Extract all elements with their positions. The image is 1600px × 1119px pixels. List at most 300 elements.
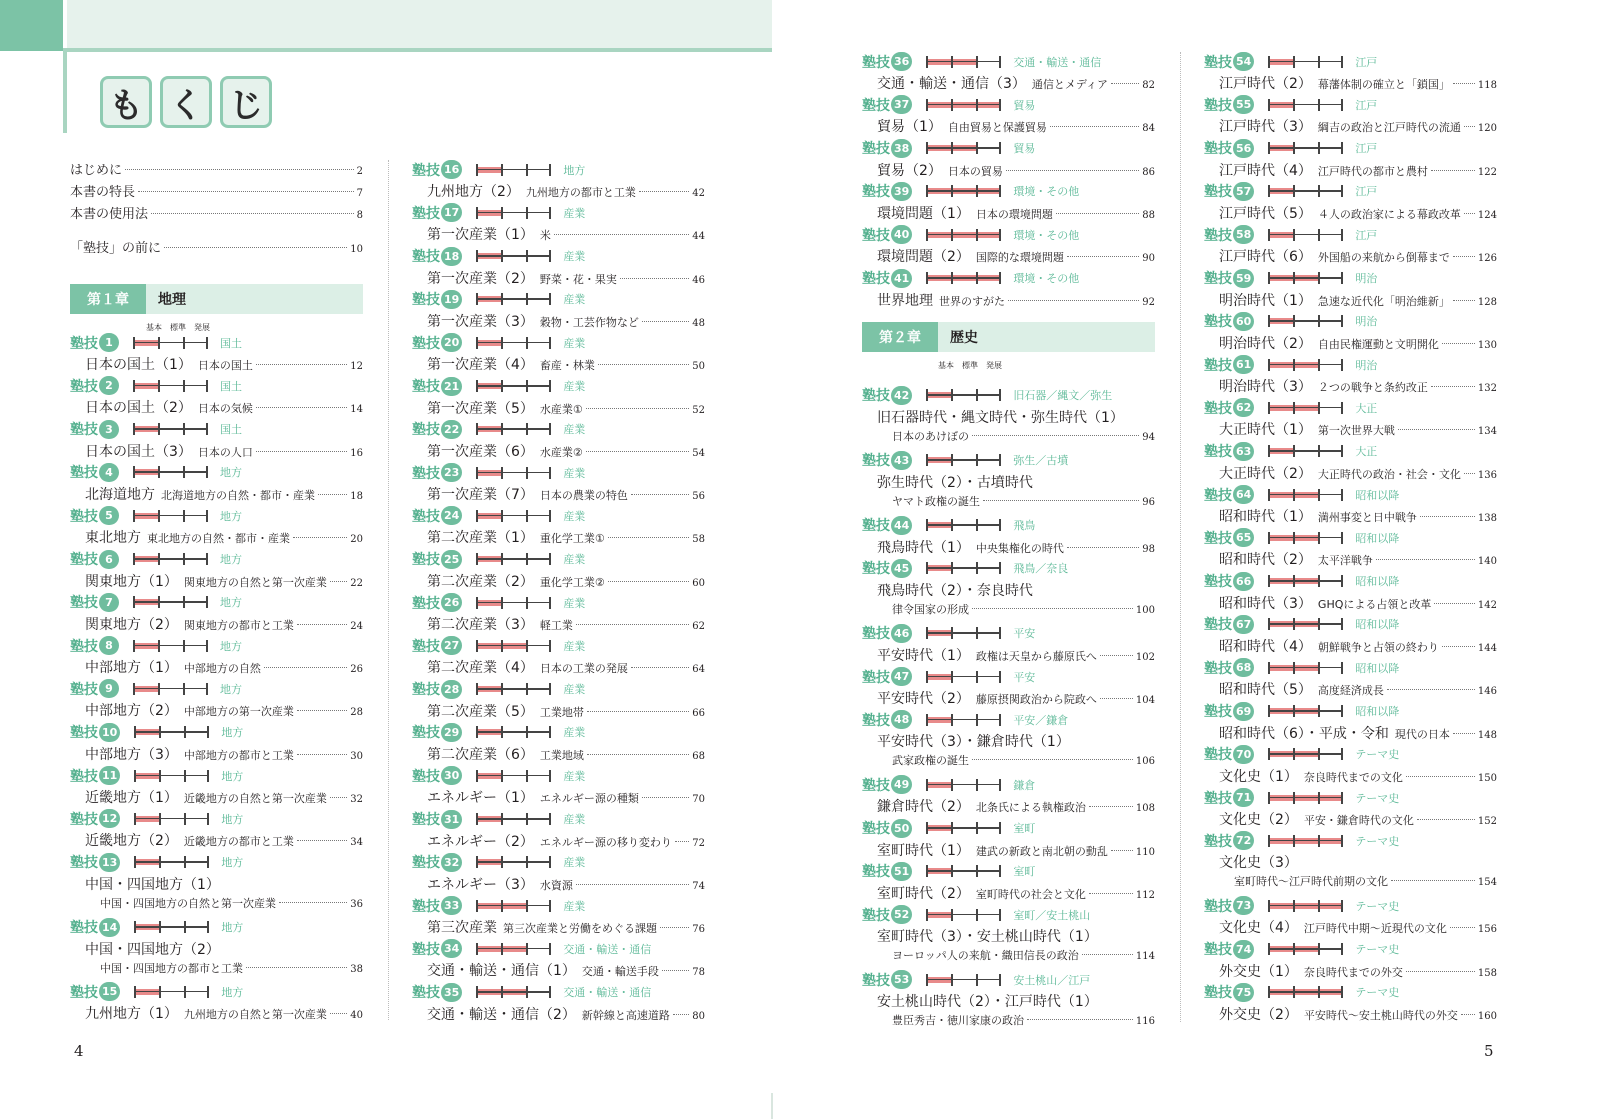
toc-entry[interactable] <box>1204 701 1497 744</box>
difficulty-meter <box>476 813 551 825</box>
field-tag: 産業 <box>563 423 586 437</box>
toc-entry[interactable] <box>412 289 705 332</box>
entry-subtitle: 平安時代〜安土桃山時代の外交 <box>1303 1008 1458 1022</box>
entry-subtitle: 軽工業 <box>539 619 573 632</box>
difficulty-meter <box>1268 575 1343 587</box>
field-tag: 産業 <box>563 856 586 870</box>
entry-title: 明治時代（3） <box>1219 379 1312 396</box>
toc-entry[interactable] <box>1204 94 1497 137</box>
toc-entry[interactable] <box>412 376 705 419</box>
entry-number-badge: 26 <box>441 593 462 612</box>
entry-number-badge: 39 <box>891 182 912 201</box>
entry-subtitle: ヨーロッパ人の来航・織田信長の政治 <box>892 949 1079 963</box>
toc-entry[interactable] <box>1204 311 1497 354</box>
intro-item[interactable] <box>70 160 363 182</box>
toc-entry[interactable] <box>862 861 1155 904</box>
toc-entry[interactable] <box>1204 354 1497 397</box>
entry-title: 飛鳥時代（2）・奈良時代 <box>877 582 1033 599</box>
jukugi-label: 塾技 <box>862 141 890 158</box>
entry-page: 14 <box>350 404 363 416</box>
entry-subtitle: 建武の新政と南北朝の動乱 <box>975 844 1108 858</box>
entry-title: 文化史（3） <box>1219 855 1298 872</box>
toc-entry[interactable] <box>70 635 363 678</box>
entry-number-badge: 51 <box>891 862 912 881</box>
entry-title: 環境問題（1） <box>877 205 970 222</box>
entry-title: 環境問題（2） <box>877 249 970 266</box>
entry-number-badge: 42 <box>891 386 912 405</box>
entry-page: 122 <box>1477 166 1497 178</box>
entry-page: 24 <box>350 620 363 632</box>
entry-subtitle: 日本の工業の発展 <box>539 662 628 676</box>
difficulty-meter <box>134 856 209 868</box>
toc-entry[interactable] <box>1204 895 1497 938</box>
entry-page: 160 <box>1477 1010 1497 1022</box>
field-tag: 平安／鎌倉 <box>1013 713 1069 727</box>
jukugi-label: 塾技 <box>412 941 440 958</box>
jukugi-label: 塾技 <box>1204 227 1232 244</box>
difficulty-meter <box>1268 315 1343 327</box>
difficulty-meter <box>1268 835 1343 847</box>
field-tag: 平安 <box>1013 670 1036 684</box>
field-tag: 環境・その他 <box>1013 272 1080 285</box>
field-tag: テーマ史 <box>1355 791 1400 805</box>
entry-page: 36 <box>350 898 363 910</box>
toc-entry[interactable] <box>412 419 705 462</box>
field-tag: 産業 <box>563 769 586 783</box>
difficulty-meter <box>476 380 551 392</box>
jukugi-label: 塾技 <box>70 552 98 568</box>
difficulty-meter <box>926 779 1001 791</box>
entry-title: 弥生時代（2）・古墳時代 <box>877 474 1033 491</box>
entry-title: 日本の国土（2） <box>85 400 192 417</box>
entry-number-badge: 3 <box>99 420 119 439</box>
difficulty-meter <box>926 671 1001 683</box>
entry-title: 第一次産業（3） <box>427 313 534 330</box>
field-tag: 産業 <box>563 293 586 307</box>
toc-entry[interactable] <box>862 51 1155 94</box>
entry-page: 134 <box>1477 426 1497 438</box>
field-tag: 江戸 <box>1355 55 1378 69</box>
difficulty-meter <box>133 337 208 349</box>
entry-page: 54 <box>692 447 705 459</box>
difficulty-meter <box>1268 185 1343 197</box>
entry-page: 98 <box>1142 543 1155 555</box>
toc-entry[interactable] <box>412 462 705 505</box>
entry-page: 50 <box>692 361 705 373</box>
intro-item-label: はじめに <box>70 163 123 178</box>
toc-entry[interactable] <box>412 549 705 592</box>
difficulty-meter <box>926 909 1001 921</box>
intro-item[interactable] <box>70 182 363 204</box>
toc-entry[interactable] <box>862 969 1155 1033</box>
field-tag: 明治 <box>1355 272 1378 285</box>
toc-entry[interactable] <box>70 505 363 548</box>
toc-entry[interactable] <box>1204 224 1497 267</box>
entry-subtitle: 世界のすがた <box>939 294 1005 308</box>
entry-subtitle: 武家政権の誕生 <box>892 754 969 768</box>
entry-page: 66 <box>692 707 705 719</box>
header-rule-vertical <box>63 51 67 133</box>
toc-entry[interactable] <box>70 678 363 721</box>
difficulty-meter <box>133 683 208 695</box>
entry-number-badge: 43 <box>891 451 912 470</box>
entry-subtitle: 太平洋戦争 <box>1317 554 1373 568</box>
toc-entry[interactable] <box>1204 744 1497 787</box>
toc-entry[interactable] <box>70 592 363 635</box>
entry-page: 70 <box>692 794 705 806</box>
entry-number-badge: 44 <box>891 516 912 535</box>
field-tag: 昭和以降 <box>1355 618 1400 632</box>
entry-page: 128 <box>1477 296 1497 308</box>
field-tag: 室町／安土桃山 <box>1013 908 1091 922</box>
entry-title: 日本の国土（3） <box>85 443 192 460</box>
toc-entry[interactable] <box>412 246 705 289</box>
entry-number-badge: 33 <box>441 896 462 915</box>
toc-entry[interactable] <box>1204 484 1497 527</box>
intro-item-page: 10 <box>350 244 363 255</box>
jukugi-label: 塾技 <box>412 249 440 266</box>
toc-entry[interactable] <box>862 515 1155 558</box>
toc-entry[interactable] <box>1204 982 1497 1025</box>
difficulty-meter <box>134 726 209 738</box>
entry-subtitle: 日本の環境問題 <box>975 207 1053 221</box>
entry-subtitle: 江戸時代中期〜近現代の文化 <box>1303 922 1447 936</box>
difficulty-meter <box>1268 272 1343 284</box>
entry-subtitle: 九州地方の自然と第一次産業 <box>183 1008 327 1022</box>
toc-entry[interactable] <box>412 505 705 548</box>
entry-number-badge: 6 <box>99 550 119 569</box>
entry-subtitle: 通信とメディア <box>1031 78 1109 91</box>
entry-page: 44 <box>692 231 705 243</box>
difficulty-meter <box>476 467 551 479</box>
difficulty-meter <box>926 229 1001 241</box>
toc-entry[interactable] <box>862 558 1155 622</box>
entry-number-badge: 4 <box>99 463 119 482</box>
entry-title: 外交史（2） <box>1219 1006 1298 1023</box>
jukugi-label: 塾技 <box>1204 444 1232 461</box>
entry-title: 室町時代（3）・安土桃山時代（1） <box>877 929 1098 946</box>
toc-entry[interactable] <box>412 592 705 635</box>
toc-entry[interactable] <box>1204 268 1497 311</box>
entry-number-badge: 16 <box>441 160 462 179</box>
toc-entry[interactable] <box>1204 787 1497 830</box>
entry-subtitle: 第三次産業と労働をめぐる課題 <box>503 922 657 936</box>
entry-number-badge: 72 <box>1233 831 1254 850</box>
jukugi-label: 塾技 <box>1204 97 1232 114</box>
field-tag: 地方 <box>220 639 242 653</box>
toc-entry[interactable] <box>70 375 363 418</box>
entry-page: 138 <box>1477 513 1497 524</box>
difficulty-meter <box>926 56 1001 68</box>
entry-title: 江戸時代（3） <box>1219 119 1312 136</box>
toc-entry[interactable] <box>862 94 1155 137</box>
chapter-header-history <box>862 322 1155 352</box>
jukugi-label: 塾技 <box>1204 747 1232 764</box>
toc-entry[interactable] <box>412 809 705 852</box>
entry-number-badge: 15 <box>99 982 120 1001</box>
toc-entry[interactable] <box>862 181 1155 224</box>
jukugi-label: 塾技 <box>412 725 440 742</box>
field-tag: 地方 <box>220 509 242 523</box>
entry-subtitle: 穀物・工芸作物など <box>539 315 639 329</box>
entry-subtitle: 朝鮮戦争と占領の終わり <box>1317 640 1439 654</box>
field-tag: 地方 <box>220 466 242 480</box>
field-tag: 安土桃山／江戸 <box>1013 973 1091 987</box>
entry-page: 42 <box>692 188 705 199</box>
entry-title: 第二次産業（4） <box>427 660 534 677</box>
difficulty-meter <box>476 337 551 349</box>
entry-page: 82 <box>1142 80 1155 91</box>
jukugi-label: 塾技 <box>412 379 440 395</box>
jukugi-label: 塾技 <box>1204 833 1232 850</box>
jukugi-label: 塾技 <box>1204 617 1232 634</box>
field-tag: 室町 <box>1013 865 1036 879</box>
entry-number-badge: 66 <box>1233 572 1254 591</box>
entry-title: 平安時代（3）・鎌倉時代（1） <box>877 734 1070 751</box>
entry-page: 92 <box>1142 296 1155 308</box>
entry-subtitle: 日本の気候 <box>197 402 253 416</box>
entry-page: 94 <box>1142 431 1155 443</box>
toc-entry[interactable] <box>1204 939 1497 982</box>
entry-number-badge: 22 <box>441 420 462 439</box>
toc-entry[interactable] <box>1204 614 1497 657</box>
toc-entry[interactable] <box>412 895 705 938</box>
intro-item[interactable] <box>70 204 363 226</box>
entry-page: 48 <box>692 317 705 329</box>
entry-number-badge: 63 <box>1233 442 1254 461</box>
entry-number-badge: 45 <box>891 559 912 578</box>
entry-subtitle: 第一次世界大戦 <box>1317 424 1395 438</box>
jukugi-label: 塾技 <box>412 422 440 439</box>
difficulty-meter <box>926 519 1001 531</box>
toc-entry[interactable] <box>862 666 1155 709</box>
toc-entry[interactable] <box>1204 830 1497 894</box>
entry-title: 江戸時代（6） <box>1219 249 1312 266</box>
toc-entry[interactable] <box>862 818 1155 861</box>
entry-title: 近畿地方（1） <box>85 790 178 806</box>
entry-title: 九州地方（1） <box>85 1006 178 1023</box>
toc-entry[interactable] <box>862 138 1155 181</box>
entry-number-badge: 40 <box>891 225 912 244</box>
entry-subtitle: 自由貿易と保護貿易 <box>947 121 1047 135</box>
difficulty-meter <box>1268 359 1343 371</box>
level-label: 標準 <box>962 360 978 370</box>
jukugi-label: 塾技 <box>412 898 440 915</box>
entry-subtitle: 北条氏による執権政治 <box>975 801 1086 815</box>
difficulty-meter <box>1268 402 1343 414</box>
toc-entry[interactable] <box>70 419 363 462</box>
difficulty-meter <box>476 597 551 609</box>
entry-title: 世界地理 <box>877 292 933 309</box>
field-tag: 国土 <box>220 423 242 437</box>
difficulty-meter <box>926 714 1001 726</box>
entry-subtitle: 藤原摂関政治から院政へ <box>975 693 1097 707</box>
field-tag: 産業 <box>563 336 586 350</box>
entry-title: 第二次産業（3） <box>427 617 534 633</box>
entry-subtitle: 工業地帯 <box>539 705 584 719</box>
entry-subtitle: 国際的な環境問題 <box>975 251 1064 265</box>
toc-entry[interactable] <box>412 635 705 678</box>
toc-entry[interactable] <box>1204 657 1497 700</box>
toc-entry[interactable] <box>862 623 1155 666</box>
column-separator <box>1180 52 1181 1022</box>
entry-subtitle: 水産業① <box>539 402 583 416</box>
toc-entry[interactable] <box>412 159 705 202</box>
field-tag: 地方 <box>220 596 242 610</box>
jukugi-label: 塾技 <box>862 864 890 881</box>
toc-entry[interactable] <box>412 938 705 981</box>
entry-page: 114 <box>1135 951 1155 963</box>
toc-entry[interactable] <box>862 450 1155 514</box>
toc-entry[interactable] <box>1204 441 1497 484</box>
entry-title: 中国・四国地方（1） <box>85 876 220 893</box>
difficulty-meter <box>1268 445 1343 457</box>
field-tag: テーマ史 <box>1355 834 1400 848</box>
toc-entry[interactable] <box>70 981 363 1024</box>
field-tag: 貿易 <box>1013 142 1036 156</box>
entry-subtitle: 九州地方の都市と工業 <box>525 186 636 199</box>
toc-entry[interactable] <box>70 332 363 375</box>
toc-entry[interactable] <box>70 765 363 808</box>
entry-title: 外交史（1） <box>1219 963 1298 980</box>
toc-entry[interactable] <box>862 904 1155 968</box>
entry-subtitle: 外国船の来航から倒幕まで <box>1317 251 1450 265</box>
toc-entry[interactable] <box>862 709 1155 773</box>
field-tag: 昭和以降 <box>1355 531 1400 545</box>
toc-entry[interactable] <box>862 224 1155 267</box>
header-rule <box>63 48 772 52</box>
difficulty-meter <box>926 454 1001 466</box>
jukugi-label: 塾技 <box>862 271 890 287</box>
intro-item-page: 7 <box>356 188 363 199</box>
difficulty-meter <box>1268 662 1343 674</box>
jukugi-label: 塾技 <box>412 595 440 612</box>
entry-subtitle: 急速な近代化「明治維新」 <box>1317 294 1450 308</box>
toc-entry[interactable] <box>412 982 705 1025</box>
entry-title: 江戸時代（5） <box>1219 205 1312 222</box>
field-tag: 貿易 <box>1013 98 1036 112</box>
field-tag: 環境・その他 <box>1013 228 1080 242</box>
entry-subtitle: 自由民権運動と文明開化 <box>1317 337 1439 351</box>
toc-entry[interactable] <box>1204 181 1497 224</box>
toc-entry[interactable] <box>1204 51 1497 94</box>
field-tag: 産業 <box>563 466 586 480</box>
difficulty-meter <box>1268 986 1343 998</box>
field-tag: 旧石器／縄文／弥生 <box>1013 389 1113 403</box>
jukugi-label: 塾技 <box>412 465 440 482</box>
entry-number-badge: 36 <box>891 52 912 71</box>
difficulty-meter <box>1268 748 1343 760</box>
entry-subtitle: 関東地方の自然と第一次産業 <box>183 575 327 589</box>
entry-page: 72 <box>692 837 705 849</box>
entry-page: 154 <box>1477 877 1497 889</box>
difficulty-meter <box>926 272 1001 284</box>
toc-entry[interactable] <box>412 679 705 722</box>
jukugi-label: 塾技 <box>412 682 440 699</box>
field-tag: 地方 <box>563 163 586 177</box>
entry-page: 38 <box>350 963 363 975</box>
entry-subtitle: 日本の国土 <box>197 359 253 372</box>
jukugi-label: 塾技 <box>1204 184 1232 201</box>
entry-page: 32 <box>350 794 363 805</box>
entry-page: 158 <box>1477 967 1497 979</box>
toc-entry[interactable] <box>412 722 705 765</box>
page-gutter <box>771 1093 773 1119</box>
toc-entry[interactable] <box>862 268 1155 311</box>
jukugi-label: 塾技 <box>70 335 98 352</box>
column-separator <box>388 160 389 1020</box>
difficulty-meter <box>926 562 1001 574</box>
toc-entry[interactable] <box>412 332 705 375</box>
intro-item[interactable] <box>70 238 363 260</box>
entry-page: 20 <box>350 534 363 546</box>
toc-entry[interactable] <box>1204 397 1497 440</box>
field-tag: 地方 <box>221 985 244 999</box>
difficulty-meter <box>1268 532 1343 544</box>
entry-number-badge: 37 <box>891 95 912 114</box>
chapter-name: 歴史 <box>950 329 978 346</box>
field-tag: 江戸 <box>1355 185 1378 199</box>
toc-entry[interactable] <box>70 852 363 916</box>
toc-entry[interactable] <box>70 549 363 592</box>
jukugi-label: 塾技 <box>862 227 890 244</box>
toc-entry[interactable] <box>70 722 363 765</box>
entry-title: 九州地方（2） <box>427 184 520 200</box>
toc-entry[interactable] <box>862 385 1155 449</box>
entry-subtitle: 工業地域 <box>539 748 584 762</box>
toc-entry[interactable] <box>1204 571 1497 614</box>
level-label: 基本 <box>146 323 162 332</box>
entry-subtitle: ヤマト政権の誕生 <box>892 494 980 508</box>
entry-subtitle: 米 <box>539 229 551 243</box>
difficulty-meter <box>133 466 208 478</box>
difficulty-meter <box>926 389 1001 401</box>
entry-page: 46 <box>692 274 705 286</box>
toc-entry[interactable] <box>70 808 363 851</box>
jukugi-label: 塾技 <box>1204 530 1232 547</box>
page-number-right: 5 <box>1484 1042 1494 1060</box>
difficulty-meter <box>1268 56 1343 68</box>
jukugi-label: 塾技 <box>1204 271 1232 287</box>
jukugi-label: 塾技 <box>412 162 440 179</box>
jukugi-label: 塾技 <box>412 638 440 655</box>
toc-entry[interactable] <box>412 765 705 808</box>
toc-entry[interactable] <box>862 774 1155 817</box>
jukugi-label: 塾技 <box>1204 574 1232 591</box>
entry-title: 昭和時代（2） <box>1219 552 1312 569</box>
jukugi-label: 塾技 <box>1204 487 1232 504</box>
entry-title: 近畿地方（2） <box>85 833 178 850</box>
difficulty-meter <box>926 142 1001 154</box>
difficulty-meter <box>926 99 1001 111</box>
toc-entry[interactable] <box>412 852 705 895</box>
entry-title: 第二次産業（1） <box>427 530 534 547</box>
toc-entry[interactable] <box>70 462 363 505</box>
entry-title: 第二次産業（2） <box>427 573 534 590</box>
toc-entry[interactable] <box>1204 527 1497 570</box>
jukugi-label: 塾技 <box>862 561 890 578</box>
field-tag: 大正 <box>1355 445 1378 459</box>
toc-entry[interactable] <box>70 917 363 981</box>
toc-entry[interactable] <box>1204 138 1497 181</box>
entry-page: 86 <box>1142 166 1155 178</box>
toc-entry[interactable] <box>412 202 705 245</box>
jukugi-label: 塾技 <box>1204 790 1232 807</box>
entry-subtitle: 近畿地方の自然と第一次産業 <box>183 792 327 805</box>
entry-page: 88 <box>1142 209 1155 221</box>
entry-number-badge: 8 <box>99 636 119 655</box>
difficulty-meter <box>1268 229 1343 241</box>
